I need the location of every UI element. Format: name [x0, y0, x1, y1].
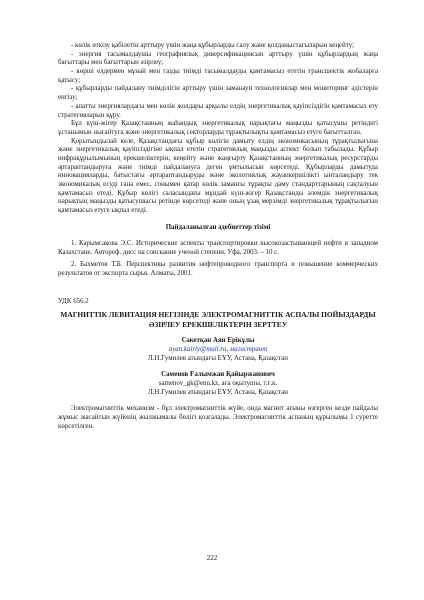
- bullet-item: - көлік өткізу қабілетін арттыру үшін жаңа құбырларды салу және қолданыстағыларын кеңейту;: [71, 42, 354, 49]
- author-email[interactable]: ayan.kairly@mail.ru: [168, 345, 227, 353]
- spacer: [58, 216, 378, 224]
- author-affiliation: Л.Н.Гумилев атындағы ЕҰУ, Астана, Қазақстан: [148, 388, 288, 396]
- author-affiliation: Л.Н.Гумилев атындағы ЕҰУ, Астана, Қазақстан: [148, 354, 288, 362]
- bullet-item: - көрші елдермен мұнай мен газды тиімді тасымалдауды қамтамасыз ететін трансшектік жобаларға қатысу;: [58, 68, 378, 84]
- page-number: 222: [206, 554, 218, 562]
- body-paragraph: Қорытындылай келе, Қазақстандағы құбыр көлігін дамыту елдің экономикасының тұрақтылығына және энергетикалық қауіпсіздігіне ықпал ететін стратегиялық маңызды аспект болып табылады. Құбыр инфрақұрылымының ерекшеліктерін, кеңейту және жаңғырту Қазақстанның энергетикалық ресурстарды әртараптандыруға және тиімді пайдалануға деген ұмтылысын көрсетеді. Құбырларды дамытуда инновацияларды, батыстағы әртараптандыруды және экологиялық жауапкершілікті ынталандыру тек экономикалық есуді ғана емес, сонымен қатар көлік заманғы тұрақты даму стандарттарының сақталуын қамтамасыз етеді. Құбыр көлігі саласындағы мұндай күш-жігер Қазақстанды әлемдік энергетикалық нарықтың маңызды қатысушысы ретінде көрсетеді және оның ұзақ мерзімді энергетикалық тұрақтылығын қамтамасыз етуге ықпал етеді.: [58, 137, 378, 215]
- bullet-item: - энергия тасымалдаушы географиялық диверсификациясын арттыру үшін құбырлардың жаңа бағыттары мен бағыттарын әзірлеу;: [58, 50, 378, 67]
- spacer: [58, 397, 378, 405]
- spacer: [58, 329, 378, 337]
- spacer: [58, 232, 378, 240]
- reference-item: 1. Карымсакова Э.С. Исторические аспекты транспортировки высокозастывающей нефти в западном Казахстане. Автореф. дисс на соискание ученой степени. Уфа, 2003. – 10 с.: [58, 240, 378, 257]
- spacer: [58, 363, 378, 371]
- author-role: магистрант: [229, 345, 268, 353]
- bullet-item: - апатты энергиялардағы мен көлік жолдары арқылы елдің энергетикалық қауіпсіздігін қамтамасыз ету стратегияларын құру.: [58, 102, 378, 119]
- author-name: Саменов Ғалымжан Қайыржанович: [161, 371, 275, 379]
- udk-code: УДК 656.2: [58, 298, 89, 306]
- author-contact: ayan.kairly@mail.ru, магистрант: [168, 345, 268, 353]
- body-paragraph: Бұл күш-жігер Қазақстанның жаһандық энергетикалық нарықтағы маңызды қатысушы ретіндегі ұстанымын нығайтуға және энергетикалық секторларды тұрақтылықты қамтамасыз етуге бағытталған.: [58, 120, 378, 136]
- article-title: МАГНИТТІК ЛЕВИТАЦИЯ НЕГІЗІНДЕ ЭЛЕКТРОМАГНИТТІК АСПАЛЫ ПОЙЫЗДАРДЫ ӘЗІРЛЕУ ЕРЕКШЕЛІКТЕРІН ЗЕРТТЕУ: [60, 309, 376, 329]
- spacer: [58, 290, 378, 298]
- spacer: [58, 278, 378, 290]
- author-contact: samenov_gk@enu.kz, аға оқытушы, т.ғ.к.: [158, 379, 278, 387]
- reference-item: 2. Бахметов Т.Б. Перспективы развития нефтепроводного транспорта и повышение коммерческих результатов от экспорта сырья. Алматы, 2001.: [58, 260, 378, 277]
- bullet-item: - құбырларды пайдалану тиімділігін арттыру үшін заманауи технологиялар мен мониторинг әдістерін енгізу;: [58, 85, 378, 102]
- author-name: Сәкетқан Аян Ерікұлы: [181, 337, 255, 345]
- abstract-paragraph: Электромагниттік механизм - бұл электромагниттік жүйе, онда магнит ағыны өзгерген кезде пайдалы жұмыс жасайтын жүйенің жылжымалы бөлігі қозғалады. Электромагниттік аспаның құрылымы 1 суретте көрсетілген.: [58, 405, 378, 430]
- references-title: Пайдаланылған әдебиеттер тізімі: [165, 223, 271, 231]
